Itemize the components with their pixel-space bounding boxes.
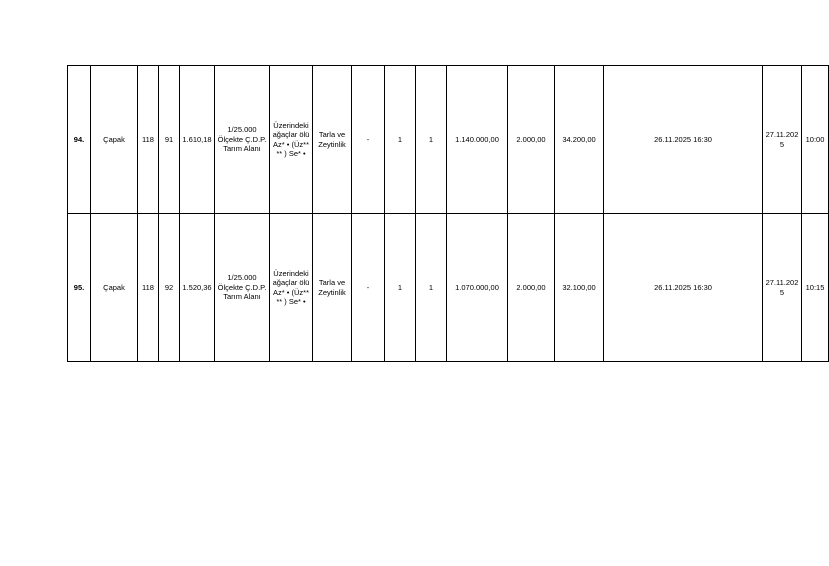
cell-second-date: 27.11.2025 [763, 66, 802, 214]
cell-block-number: 118 [138, 214, 159, 362]
cell-second-time: 10:15 [802, 214, 829, 362]
cell-value: 1.070.000,00 [447, 214, 508, 362]
cell-amount: 32.100,00 [555, 214, 604, 362]
table-container [67, 65, 825, 362]
cell-second-time: 10:00 [802, 66, 829, 214]
cell-extra-3: 1 [416, 66, 447, 214]
table-row [68, 66, 829, 214]
cell-second-date: 27.11.2025 [763, 214, 802, 362]
cell-land-type: Tarla ve Zeytinlik [313, 214, 352, 362]
table-body [68, 66, 829, 362]
cell-extra-1: - [352, 66, 385, 214]
cell-row-number: 95. [68, 214, 91, 362]
cell-block-number: 118 [138, 66, 159, 214]
cell-rate: 2.000,00 [508, 214, 555, 362]
cell-neighborhood: Çapak [91, 66, 138, 214]
cell-rate: 2.000,00 [508, 66, 555, 214]
cell-row-number: 94. [68, 66, 91, 214]
cell-extra-1: - [352, 214, 385, 362]
cell-parcel-number: 91 [159, 66, 180, 214]
cell-date-time: 26.11.2025 16:30 [604, 214, 763, 362]
cell-parcel-number: 92 [159, 214, 180, 362]
cell-value: 1.140.000,00 [447, 66, 508, 214]
cell-date-time: 26.11.2025 16:30 [604, 66, 763, 214]
cell-plan-status: 1/25.000 Ölçekte Ç.D.P. Tarım Alanı [215, 66, 270, 214]
cell-land-type: Tarla ve Zeytinlik [313, 66, 352, 214]
cell-plan-status: 1/25.000 Ölçekte Ç.D.P. Tarım Alanı [215, 214, 270, 362]
cell-extra-2: 1 [385, 214, 416, 362]
cell-extra-3: 1 [416, 214, 447, 362]
cell-area: 1.520,36 [180, 214, 215, 362]
cell-neighborhood: Çapak [91, 214, 138, 362]
cell-property-notes: Üzerindeki ağaçlar ölü Az* • (Üz**** ) Se* • [270, 214, 313, 362]
parcel-table [67, 65, 829, 362]
cell-property-notes: Üzerindeki ağaçlar ölü Az* • (Üz**** ) Se* • [270, 66, 313, 214]
cell-amount: 34.200,00 [555, 66, 604, 214]
cell-extra-2: 1 [385, 66, 416, 214]
cell-area: 1.610,18 [180, 66, 215, 214]
table-row [68, 214, 829, 362]
